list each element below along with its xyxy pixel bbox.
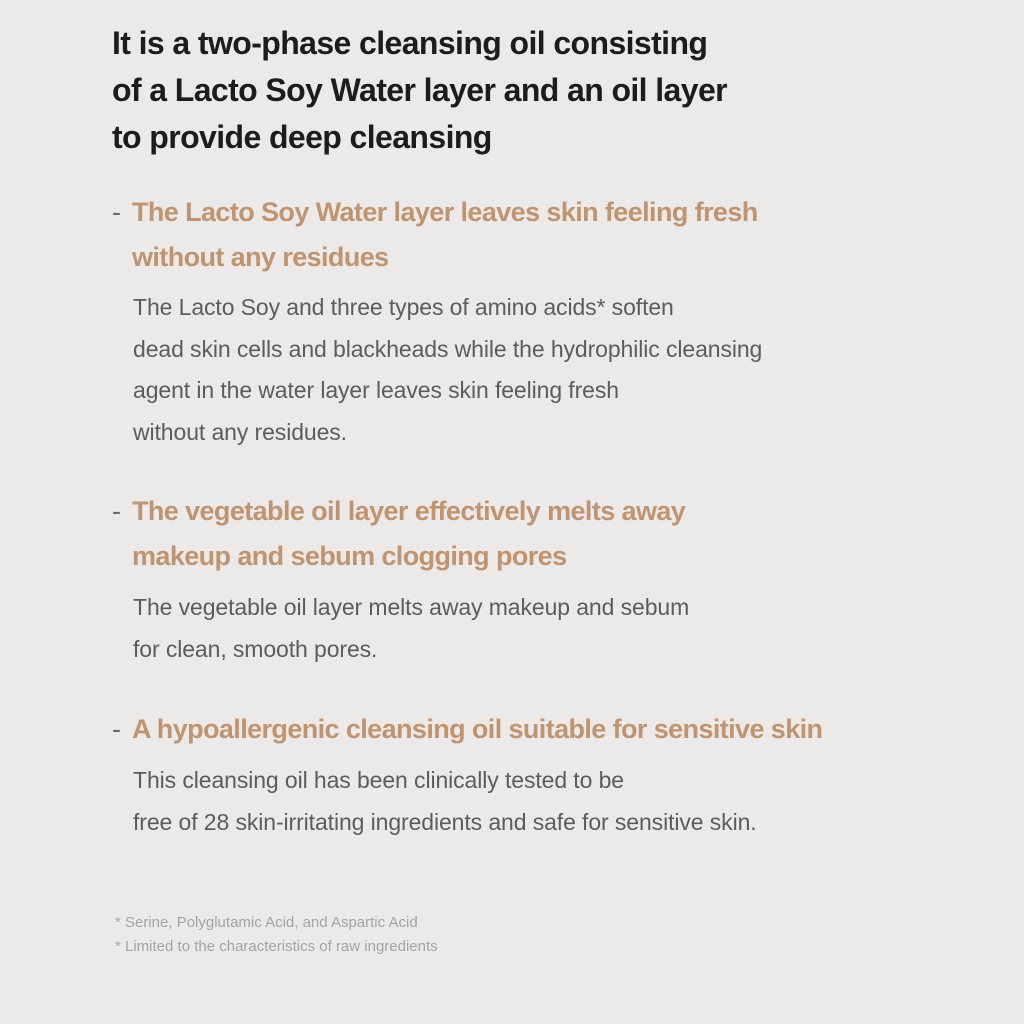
heading-line: makeup and sebum clogging pores — [132, 541, 567, 571]
bullet-dash: - — [112, 496, 121, 526]
footnotes — [115, 911, 438, 959]
bullet-dash: - — [112, 197, 121, 227]
section-body-hypoallergenic — [133, 760, 757, 843]
section-heading-text — [132, 190, 758, 280]
heading-line: without any residues — [132, 242, 389, 272]
section-heading-text — [132, 707, 822, 752]
section-heading-oil-layer — [112, 489, 685, 579]
body-line: free of 28 skin-irritating ingredients and safe for sensitive skin. — [133, 808, 757, 835]
footnote: * Serine, Polyglutamic Acid, and Aspartic Acid — [115, 914, 418, 931]
body-line: dead skin cells and blackheads while the hydrophilic cleansing — [133, 335, 763, 362]
body-line: The vegetable oil layer melts away makeup and sebum — [133, 594, 690, 620]
footnote: * Limited to the characteristics of raw ingredients — [115, 938, 438, 955]
title-line: of a Lacto Soy Water layer and an oil layer — [112, 72, 727, 108]
section-heading-hypoallergenic — [112, 707, 822, 752]
heading-line: The vegetable oil layer effectively melts away — [132, 496, 686, 526]
heading-line: The Lacto Soy Water layer leaves skin feeling fresh — [132, 197, 758, 227]
section-body-oil-layer — [133, 587, 689, 670]
body-line: This cleansing oil has been clinically tested to be — [133, 767, 624, 793]
section-heading-text — [132, 489, 685, 579]
page-title — [112, 20, 727, 161]
body-line: agent in the water layer leaves skin feeling fresh — [133, 377, 619, 404]
section-heading-fresh — [112, 190, 758, 280]
body-line: for clean, smooth pores. — [133, 635, 378, 662]
section-body-fresh — [133, 287, 762, 453]
title-line: to provide deep cleansing — [112, 119, 492, 155]
bullet-dash: - — [112, 714, 121, 744]
title-line: It is a two-phase cleansing oil consisting — [112, 25, 708, 61]
heading-line: A hypoallergenic cleansing oil suitable for sensitive skin — [132, 714, 823, 744]
body-line: without any residues. — [133, 418, 347, 445]
body-line: The Lacto Soy and three types of amino acids* soften — [133, 294, 674, 320]
